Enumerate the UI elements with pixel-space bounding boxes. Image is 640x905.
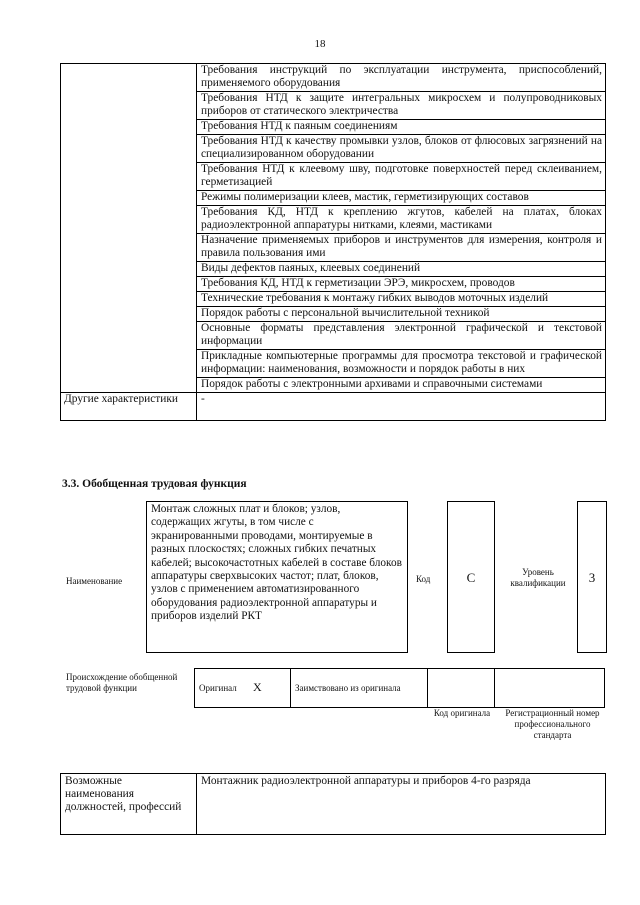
knowledge-table	[60, 63, 606, 421]
knowledge-item: Требования НТД к защите интегральных микросхем и полупроводниковых приборов от статического электричества	[197, 92, 606, 120]
code-label: Код	[416, 574, 431, 584]
page-number: 18	[314, 38, 326, 50]
reg-number-label: Регистрационный номер профессионального стандарта	[505, 708, 600, 740]
name-label: Наименование	[66, 576, 123, 586]
other-characteristics-row	[61, 393, 606, 421]
function-name-box: Монтаж сложных плат и блоков; узлов, содержащих жгуты, в том числе с экранированными проводами, монтируемые в разных плоскостях; сложных гибких печатных кабелей; высокочастотных кабелей в составе блоков аппаратуры сверхвысоких частот; плат, блоков, узлов с применением автоматизированного оборудования радиоэлектронной аппаратуры и приборов изделий РКТ	[146, 501, 408, 653]
level-label: Уровень квалификации	[510, 567, 566, 588]
knowledge-item: Требования НТД к качеству промывки узлов, блоков от флюсовых загрязнений на специализированном оборудовании	[197, 135, 606, 163]
code-original-cell	[428, 669, 495, 708]
knowledge-item: Требования инструкций по эксплуатации инструмента, приспособлений, применяемого оборудования	[197, 64, 606, 92]
origin-label: Происхождение обобщенной трудовой функции	[66, 672, 178, 693]
knowledge-item: Требования КД, НТД к герметизации ЭРЭ, микросхем, проводов	[197, 277, 606, 292]
knowledge-item: Режимы полимеризации клеев, мастик, герметизирующих составов	[197, 191, 606, 206]
reg-number-cell	[495, 669, 605, 708]
code-value-box: С	[447, 501, 495, 653]
knowledge-item: Виды дефектов паяных, клеевых соединений	[197, 262, 606, 277]
original-mark: Х	[252, 680, 262, 694]
knowledge-item: Назначение применяемых приборов и инструментов для измерения, контроля и правила пользования ими	[197, 234, 606, 262]
origin-table	[194, 668, 605, 708]
borrowed-label: Заимствовано из оригинала	[291, 669, 428, 708]
level-value-box: 3	[577, 501, 607, 653]
original-cell	[195, 669, 291, 708]
knowledge-item: Порядок работы с персональной вычислительной техникой	[197, 307, 606, 322]
knowledge-item: Порядок работы с электронными архивами и справочными системами	[197, 378, 606, 393]
knowledge-row	[61, 64, 606, 92]
code-original-label: Код оригинала	[433, 708, 491, 718]
knowledge-item: Технические требования к монтажу гибких выводов моточных изделий	[197, 292, 606, 307]
positions-table	[60, 773, 606, 835]
knowledge-item: Требования НТД к паяным соединениям	[197, 120, 606, 135]
knowledge-item: Требования НТД к клеевому шву, подготовке поверхностей перед склеиванием, герметизацией	[197, 163, 606, 191]
positions-value: Монтажник радиоэлектронной аппаратуры и приборов 4-го разряда	[197, 774, 606, 835]
other-characteristics-value: -	[197, 393, 606, 421]
other-characteristics-label: Другие характеристики	[61, 393, 197, 421]
knowledge-label-cell	[61, 64, 197, 393]
knowledge-item: Требования КД, НТД к креплению жгутов, кабелей на платах, блоках радиоэлектронной аппаратуры нитками, клеями, мастиками	[197, 206, 606, 234]
positions-label: Возможные наименования должностей, профессий	[61, 774, 197, 835]
original-label: Оригинал	[199, 683, 237, 693]
knowledge-item: Прикладные компьютерные программы для просмотра текстовой и графической информации: наименования, возможности и порядок работы в них	[197, 350, 606, 378]
knowledge-item: Основные форматы представления электронной графической и текстовой информации	[197, 322, 606, 350]
section-title: 3.3. Обобщенная трудовая функция	[62, 478, 247, 490]
